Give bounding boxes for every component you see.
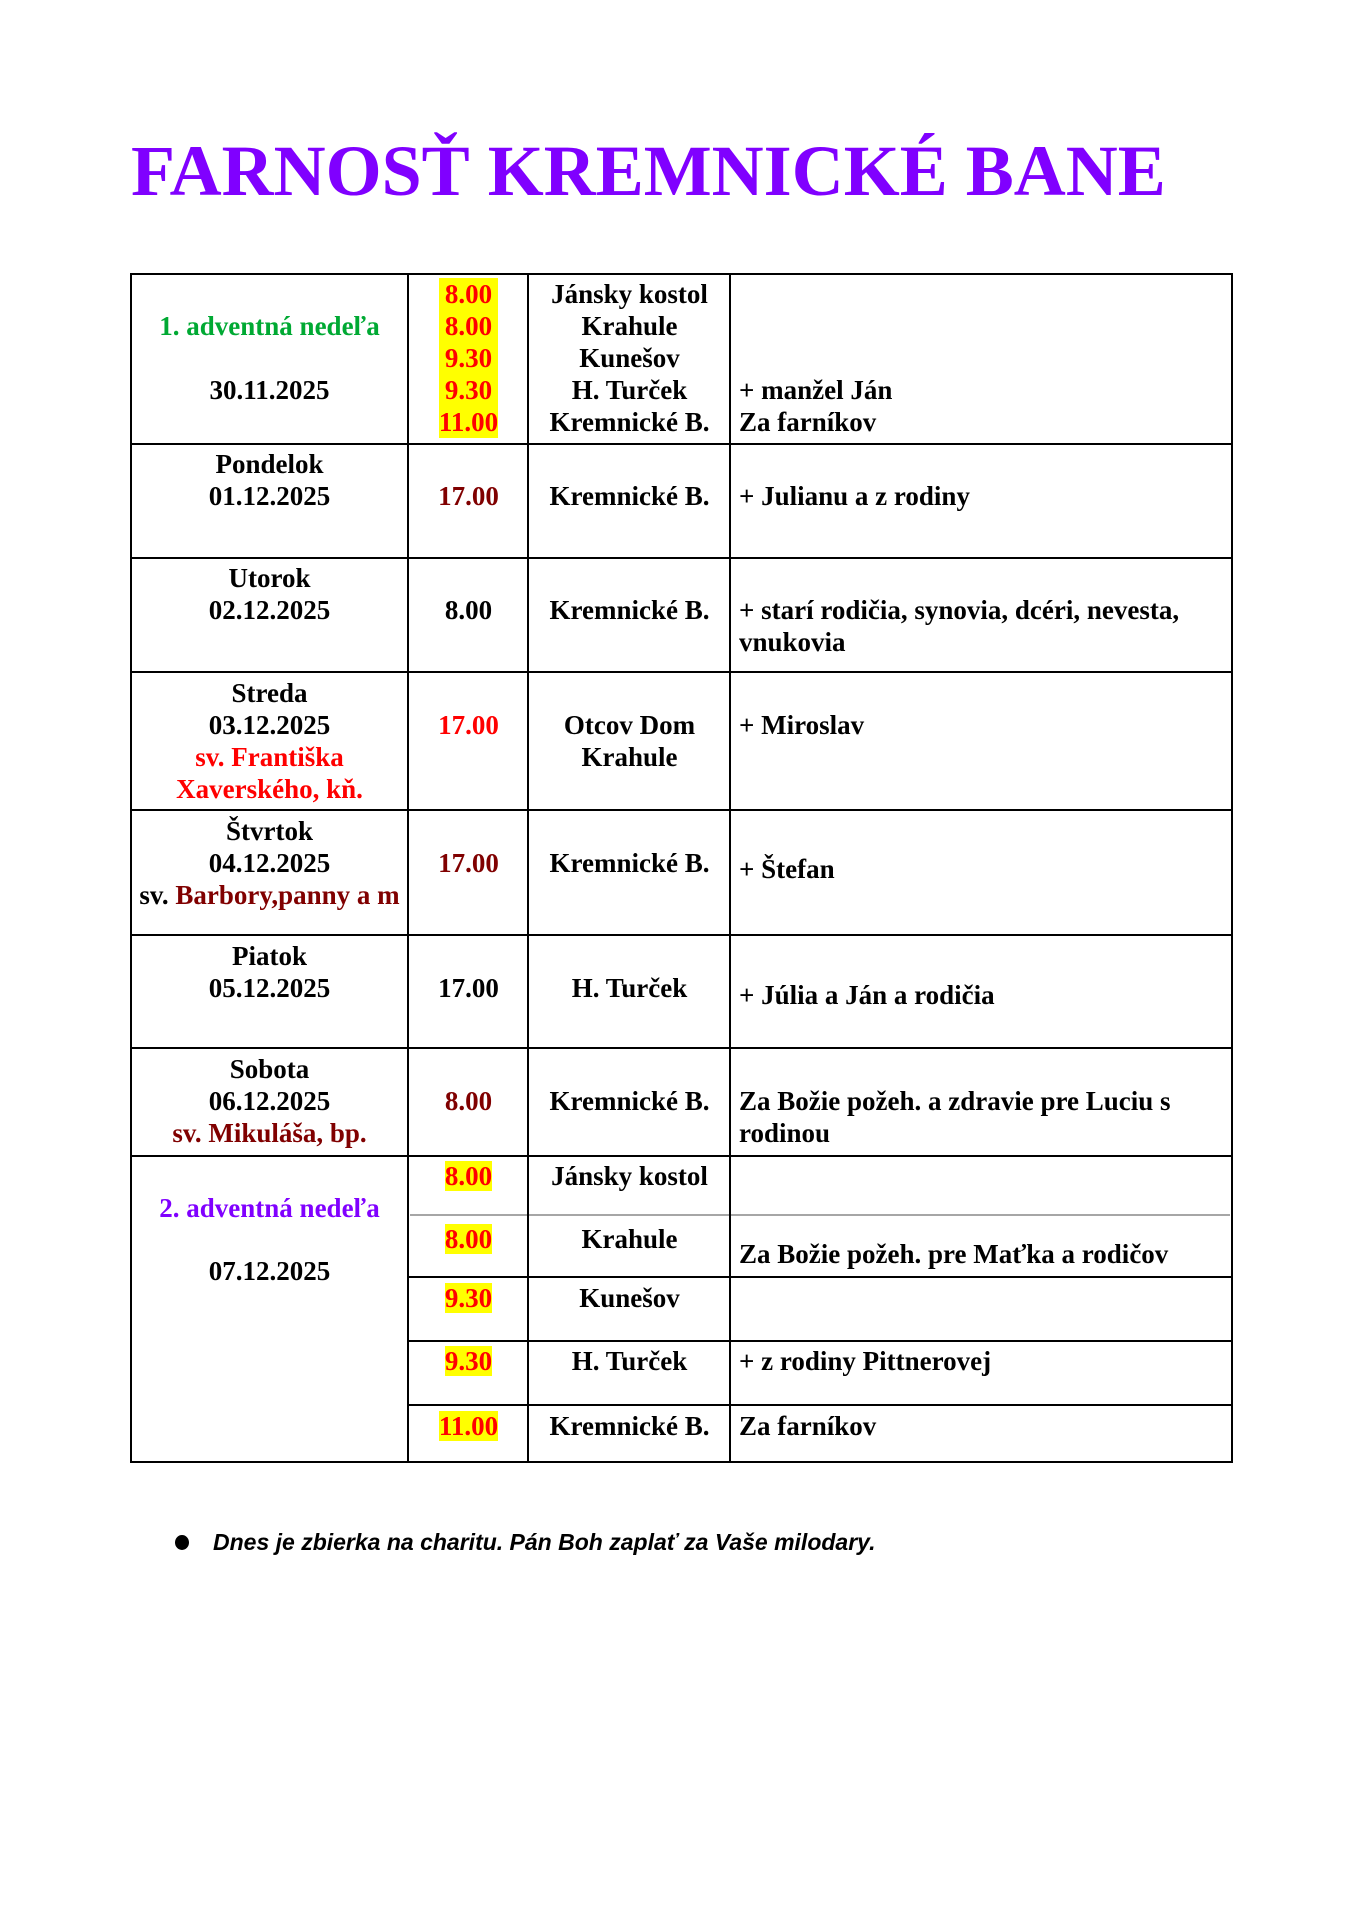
mass-place: Kunešov	[579, 1283, 680, 1313]
advent1-day-cell	[131, 278, 408, 406]
feast-name: sv. Mikuláša, bp.	[172, 1118, 367, 1148]
advent1-date: 30.11.2025	[209, 375, 330, 405]
day-date: 01.12.2025	[208, 481, 331, 511]
mass-time: 17.00	[438, 973, 499, 1003]
page-title: FARNOSŤ KREMNICKÉ BANE	[131, 131, 1166, 211]
mass-intention: + manžel Ján	[739, 375, 893, 405]
row-divider	[130, 1155, 1233, 1157]
table-border-right	[1231, 273, 1233, 1463]
mass-place: Kunešov	[579, 343, 680, 373]
advent1-intention-cell	[731, 278, 1231, 438]
mass-time: 9.30	[444, 1283, 493, 1313]
mass-time: 11.00	[438, 1411, 499, 1441]
friday-day-cell	[131, 940, 408, 1004]
mass-place: H. Turček	[571, 1346, 688, 1376]
mass-intention: Za farníkov	[739, 1411, 877, 1441]
mass-intention: + z rodiny Pittnerovej	[739, 1346, 992, 1376]
row-divider	[130, 557, 1233, 559]
subrow-divider	[410, 1214, 1230, 1216]
feast-name: Xaverského, kň.	[176, 774, 363, 804]
mass-intention	[739, 342, 1221, 374]
row-divider	[130, 671, 1233, 673]
mass-intention: + Julianu a z rodiny	[739, 481, 970, 511]
day-name: Štvrtok	[226, 816, 313, 846]
mass-place: Kremnické B.	[549, 407, 710, 437]
feast-name: Barbory,panny a m	[175, 880, 400, 910]
day-date: 06.12.2025	[208, 1086, 331, 1116]
mass-time-cell	[409, 1282, 528, 1314]
day-date: 04.12.2025	[208, 848, 331, 878]
advent1-label: 1. adventná nedeľa	[159, 311, 380, 341]
mass-time: 8.00	[444, 1161, 493, 1191]
row-divider	[130, 443, 1233, 445]
mass-time: 17.00	[438, 848, 499, 878]
day-date: 02.12.2025	[208, 595, 331, 625]
mass-time: 17.00	[438, 481, 499, 511]
bullet-icon	[175, 1535, 189, 1550]
monday-day-cell	[131, 448, 408, 512]
feast-prefix: sv.	[139, 880, 169, 910]
mass-intention: Za Božie požeh. pre Maťka a rodičov	[739, 1239, 1169, 1269]
mass-place: H. Turček	[571, 375, 688, 405]
advent2-date: 07.12.2025	[208, 1256, 331, 1286]
mass-intention: + Júlia a Ján a rodičia	[739, 980, 995, 1010]
advent1-place-cell	[529, 278, 730, 438]
feast-name: sv. Františka	[195, 742, 344, 772]
subrow-divider	[408, 1340, 1233, 1342]
wednesday-day-cell	[131, 677, 408, 805]
mass-time: 9.30	[444, 1346, 493, 1376]
mass-time: 8.00	[444, 595, 493, 625]
table-border-top	[130, 273, 1233, 275]
mass-place: Krahule	[581, 311, 678, 341]
feast-line	[131, 879, 408, 911]
mass-place: Kremnické B.	[549, 1086, 710, 1116]
day-name: Piatok	[231, 941, 307, 971]
mass-time-cell	[409, 1223, 528, 1255]
mass-intention: Za Božie požeh. a zdravie pre Luciu s rodinou	[739, 1086, 1171, 1148]
mass-place: Otcov Dom	[563, 710, 696, 740]
mass-place-cell	[529, 709, 730, 773]
day-name: Streda	[231, 678, 308, 708]
mass-time: 8.00	[444, 311, 493, 341]
day-name: Pondelok	[215, 449, 324, 479]
row-divider	[130, 1047, 1233, 1049]
row-divider	[130, 809, 1233, 811]
mass-place: Kremnické B.	[549, 1411, 710, 1441]
mass-time-cell	[409, 1160, 528, 1192]
thursday-day-cell	[131, 815, 408, 911]
mass-intention	[739, 310, 1221, 342]
mass-time: 8.00	[444, 1224, 493, 1254]
mass-place: Kremnické B.	[549, 595, 710, 625]
advent1-time-cell	[409, 278, 528, 438]
mass-intention: Za farníkov	[739, 407, 877, 437]
table-border-bottom	[130, 1461, 1233, 1463]
mass-time-cell	[409, 1345, 528, 1377]
mass-intention	[739, 278, 1221, 310]
day-date: 05.12.2025	[208, 973, 331, 1003]
mass-place: Jánsky kostol	[551, 279, 708, 309]
mass-place: Jánsky kostol	[551, 1161, 708, 1191]
saturday-day-cell	[131, 1053, 408, 1149]
tuesday-day-cell	[131, 562, 408, 626]
mass-place: Krahule	[581, 1224, 678, 1254]
subrow-divider	[408, 1276, 1233, 1278]
mass-time-cell	[409, 1410, 528, 1442]
mass-place: Krahule	[581, 742, 678, 772]
subrow-divider	[408, 1404, 1233, 1406]
mass-time: 11.00	[438, 407, 499, 437]
mass-intention: + starí rodičia, synovia, dcéri, nevesta, vnukovia	[739, 595, 1180, 657]
announcement-note: Dnes je zbierka na charitu. Pán Boh zaplať za Vaše milodary.	[213, 1529, 876, 1555]
mass-intention: + Miroslav	[739, 710, 865, 740]
mass-time: 8.00	[444, 279, 493, 309]
mass-place: Kremnické B.	[549, 848, 710, 878]
mass-time: 8.00	[444, 1086, 493, 1116]
advent2-label: 2. adventná nedeľa	[159, 1193, 380, 1223]
mass-place: H. Turček	[571, 973, 688, 1003]
mass-time: 9.30	[444, 343, 493, 373]
day-name: Utorok	[228, 563, 311, 593]
mass-intention: + Štefan	[739, 854, 835, 884]
mass-time: 9.30	[444, 375, 493, 405]
row-divider	[130, 934, 1233, 936]
mass-place: Kremnické B.	[549, 481, 710, 511]
day-date: 03.12.2025	[208, 710, 331, 740]
mass-time: 17.00	[438, 710, 499, 740]
day-name: Sobota	[229, 1054, 310, 1084]
